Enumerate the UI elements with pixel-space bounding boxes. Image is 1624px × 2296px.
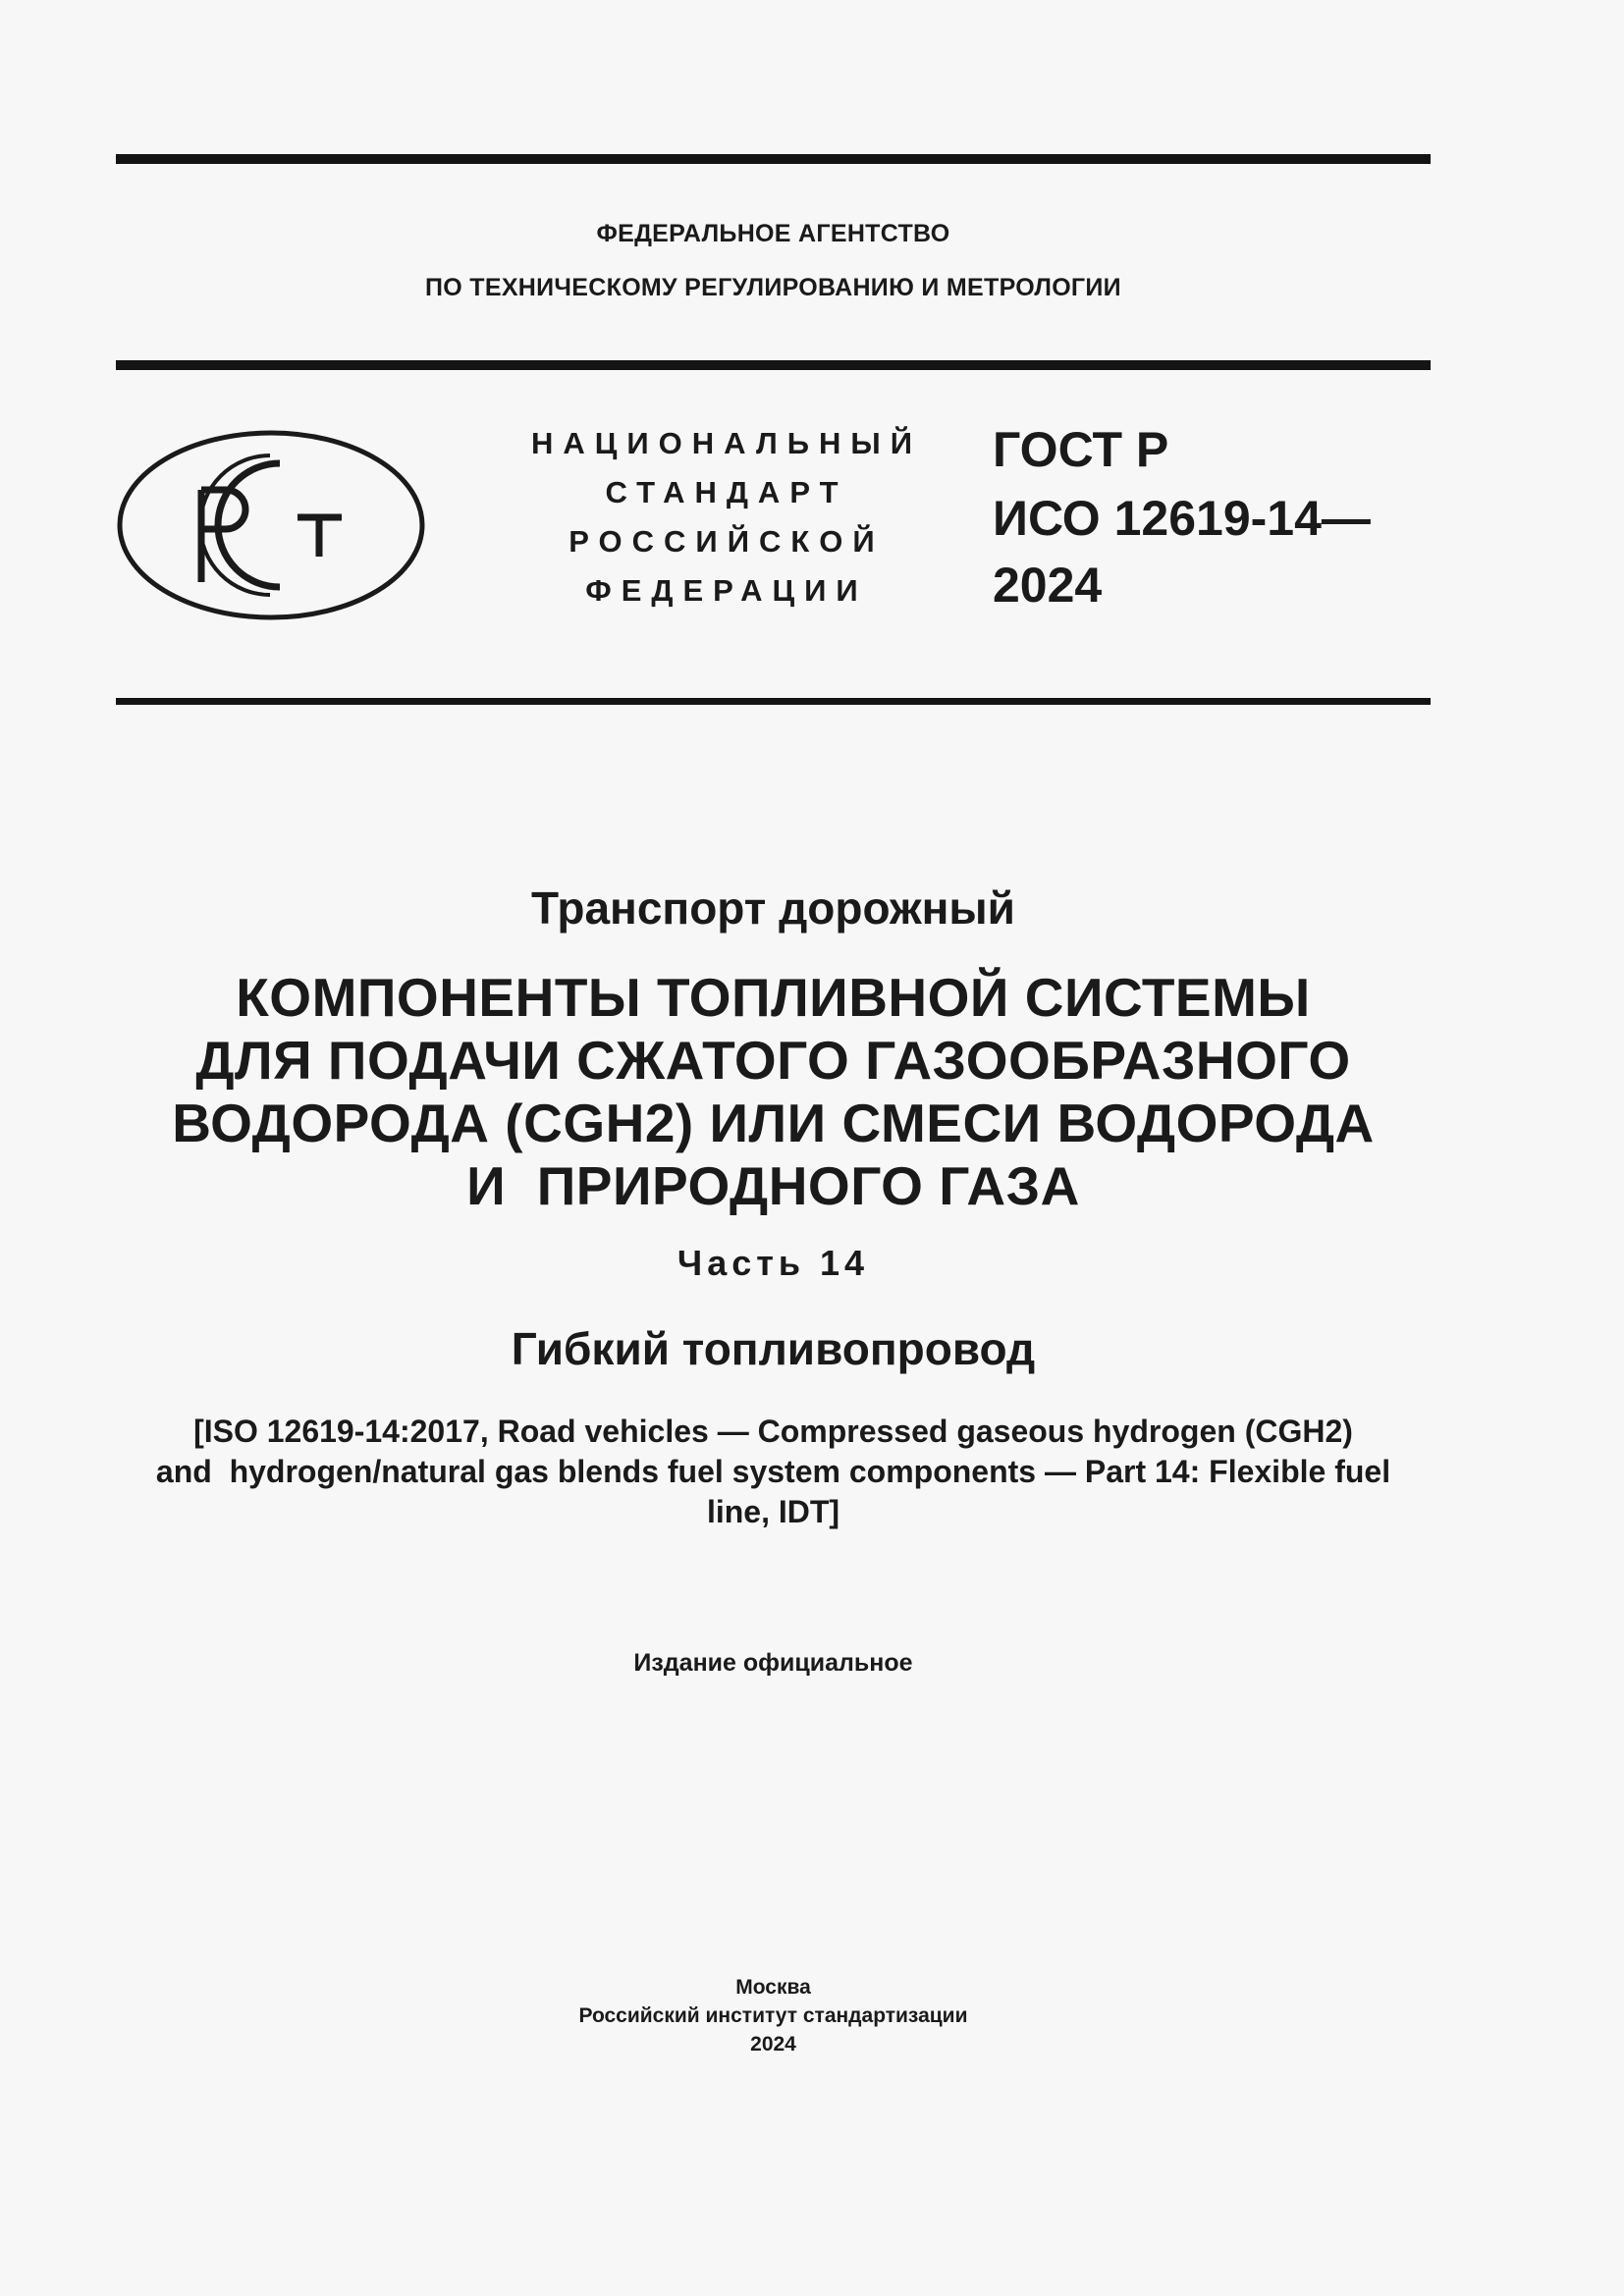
- standard-type-line-1: НАЦИОНАЛЬНЫЙ: [530, 426, 923, 460]
- designation-line-1: ГОСТ Р: [993, 422, 1169, 477]
- standard-type-line-3: РОССИЙСКОЙ: [568, 524, 885, 559]
- iso-reference-line: [ISO 12619-14:2017, Road vehicles — Compressed gaseous hydrogen (CGH2): [193, 1414, 1353, 1449]
- publisher-institute: Российский институт стандартизации: [578, 2004, 968, 2027]
- standard-type-line-4: ФЕДЕРАЦИИ: [585, 573, 868, 608]
- document-title: [116, 966, 1431, 1217]
- designation-line-3: 2024: [993, 558, 1103, 613]
- title-line: ДЛЯ ПОДАЧИ СЖАТОГО ГАЗООБРАЗНОГО: [195, 1030, 1351, 1091]
- designation-line-2: ИСО 12619-14—: [993, 491, 1371, 546]
- top-rule: [116, 154, 1431, 164]
- designation-rule: [116, 698, 1431, 705]
- document-subtitle: Транспорт дорожный: [531, 882, 1015, 934]
- rst-certification-mark-icon: [116, 429, 426, 621]
- standard-type-line-2: СТАНДАРТ: [605, 475, 848, 509]
- title-line: КОМПОНЕНТЫ ТОПЛИВНОЙ СИСТЕМЫ: [236, 967, 1311, 1028]
- header-rule: [116, 360, 1431, 370]
- agency-line-2: ПО ТЕХНИЧЕСКОМУ РЕГУЛИРОВАНИЮ И МЕТРОЛОГИИ: [425, 274, 1121, 301]
- iso-reference-line: and hydrogen/natural gas blends fuel system components — Part 14: Flexible fuel: [155, 1454, 1391, 1489]
- publisher-year: 2024: [750, 2033, 796, 2056]
- iso-reference: [116, 1412, 1431, 1532]
- iso-reference-line: line, IDT]: [706, 1494, 840, 1529]
- publisher-block: [116, 1973, 1431, 2058]
- part-title: Гибкий топливопровод: [511, 1323, 1036, 1374]
- publisher-city: Москва: [735, 1976, 811, 1999]
- title-line: И ПРИРОДНОГО ГАЗА: [466, 1155, 1080, 1216]
- edition-label: Издание официальное: [633, 1649, 913, 1677]
- title-line: ВОДОРОДА (CGH2) ИЛИ СМЕСИ ВОДОРОДА: [172, 1093, 1375, 1153]
- part-number: Часть 14: [677, 1243, 870, 1283]
- agency-line-1: ФЕДЕРАЛЬНОЕ АГЕНТСТВО: [596, 220, 950, 247]
